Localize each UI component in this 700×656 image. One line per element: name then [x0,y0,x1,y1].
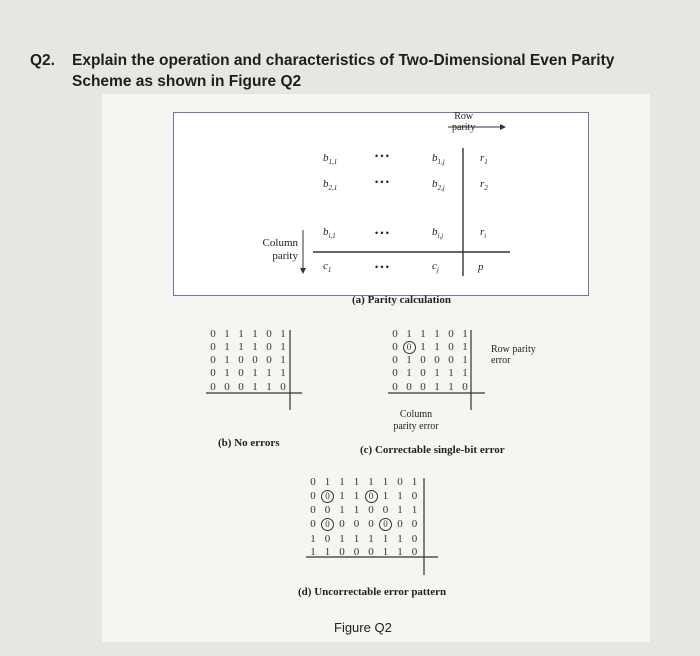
figure-d-bit: 0 [397,476,403,488]
figure-c-caption: (c) Correctable single-bit error [360,444,505,456]
figure-d-bit: 0 [411,518,418,530]
figure-d-bit: 0 [382,504,389,516]
b21-label: $b_{2,1}$ [323,178,338,193]
figure-b-bit: 1 [224,367,230,379]
a-dots-row4: • • • [375,262,389,272]
figure-c-bit: 0 [392,328,398,340]
figure-c-bit: 0 [392,354,398,366]
figure-d-bit: 0 [339,546,345,558]
figure-d-bit: 0 [353,518,360,530]
figure-c-bit: 1 [434,341,440,353]
figure-c-bit: 1 [462,354,468,366]
figure-d-bit: 1 [382,533,389,545]
figure-c-matrix [388,328,488,408]
figure-d-bit: 0 [411,533,418,545]
figure-c-bit: 1 [434,367,440,379]
cj-label: $c_j$ [432,260,439,275]
figure-d-bit: 1 [397,533,403,545]
figure-c-bit: 1 [462,328,468,340]
figure-c-bit: 1 [434,328,440,340]
column-parity-arrowhead [300,268,306,274]
figure-b-bit: 1 [252,341,258,353]
figure-c-bit: 0 [402,341,416,354]
figure-d-bit: 1 [368,533,374,545]
figure-c-bit: 0 [448,328,454,340]
figure-b-bit: 1 [280,328,286,340]
a-dots-row2: • • • [375,177,389,187]
figure-b-bit: 0 [280,381,286,393]
figure-b-bit: 1 [224,341,230,353]
column-parity-label: Column parity [262,237,298,262]
figure-d-bit: 1 [397,546,403,558]
figure-b-bit: 0 [238,381,244,393]
figure-c-bit: 1 [406,367,412,379]
figure-d-bit: 1 [368,476,374,488]
figure-d-bit: 0 [339,518,345,530]
figure-d-bit: 0 [324,504,331,516]
figure-b-caption: (b) No errors [218,437,280,449]
figure-b-bit: 0 [266,354,272,366]
figure-b-bit: 1 [266,367,272,379]
figure-b-bit: 1 [252,381,258,393]
figure-c-bit: 1 [406,354,412,366]
question-text: Explain the operation and characteristics of Two-Dimensional Even Parity Scheme as shown in Figure Q2 [72,52,615,90]
figure-c-bit: 1 [448,367,454,379]
figure-c-bit: 1 [434,381,440,393]
figure-d-bit: 1 [310,533,316,545]
figure-b-bit: 0 [266,341,272,353]
figure-c-bit: 0 [462,381,468,393]
figure-label: Figure Q2 [334,620,392,635]
figure-b-bit: 0 [210,381,216,393]
figure-b-bit: 0 [210,354,216,366]
figure-c-bit: 0 [448,341,454,353]
figure-c-bit: 0 [392,381,398,393]
figure-b-bit: 0 [210,328,216,340]
figure-b-bit: 1 [252,328,258,340]
figure-c-bit: 0 [392,341,398,353]
column-parity-error-label: Column parity error [393,409,439,432]
figure-d-bit: 1 [339,533,345,545]
figure-b-bit: 0 [252,354,258,366]
r1-label: $r_1$ [480,152,488,167]
figure-c-bit: 0 [420,354,426,366]
figure-b-bit: 1 [280,354,286,366]
figure-c-bit: 0 [434,354,440,366]
figure-d-bit: 1 [339,504,345,516]
figure-c-bit: 1 [420,341,426,353]
bij-label: $b_{i,j}$ [432,226,444,241]
b2j-label: $b_{2,j}$ [432,178,445,193]
figure-b-bit: 1 [238,328,244,340]
figure-b-bit: 1 [280,367,286,379]
figure-d-bit: 1 [382,476,389,488]
b11-label: $b_{1,1}$ [323,152,338,167]
figure-c-bit: 0 [392,367,398,379]
row-parity-error-label: Row parity error [491,344,536,366]
figure-b-bit: 0 [238,354,244,366]
figure-c-bit: 0 [420,367,426,379]
p-label: p [478,261,484,273]
figure-c-bit: 0 [420,381,426,393]
r2-label: $r_2$ [480,178,488,193]
figure-b-bit: 1 [280,341,286,353]
figure-a-caption: (a) Parity calculation [352,294,451,306]
figure-d-bit: 1 [353,533,360,545]
figure-b-bit: 0 [238,367,244,379]
question-number: Q2. [30,52,55,69]
figure-b-bit: 0 [266,328,272,340]
figure-d-caption: (d) Uncorrectable error pattern [298,586,447,598]
figure-d-bit: 0 [321,518,335,531]
figure-b-bit: 0 [224,381,230,393]
a-dots-row1: • • • [375,151,389,161]
figure-b-bit: 1 [224,354,230,366]
figure-d-bit: 0 [368,504,374,516]
figure-d-bit: 1 [324,546,331,558]
bi1-label: $b_{i,1}$ [323,226,336,241]
figure-d-bit: 1 [339,476,345,488]
figure-d-matrix [306,476,446,576]
figure-c-bit: 1 [462,367,468,379]
figure-d-bit: 0 [379,518,393,531]
figure-d-bit: 0 [368,546,374,558]
a-dots-row3: • • • [375,228,389,238]
figure-b-bit: 1 [224,328,230,340]
figure-b-bit: 0 [210,367,216,379]
figure-d-bit: 1 [339,490,345,502]
figure-c-bit: 0 [406,381,412,393]
figure-b-bit: 1 [252,367,258,379]
figure-d-bit: 0 [411,490,418,502]
figure-b-bit: 1 [238,341,244,353]
row-parity-arrowhead [500,124,506,130]
b1j-label: $b_{1,j}$ [432,152,445,167]
figure-d-bit: 1 [324,476,331,488]
figure-c-bit: 1 [448,381,454,393]
figure-d-bit: 0 [397,518,403,530]
figure-d-bit: 1 [353,490,360,502]
figure-d-bit: 0 [411,546,418,558]
figure-d-bit: 1 [353,476,360,488]
figure-d-bit: 1 [382,546,389,558]
figure-d-bit: 0 [324,533,331,545]
figure-d-bit: 0 [321,490,335,503]
row-parity-label: Row parity [452,111,476,133]
figure-c-bit: 1 [420,328,426,340]
figure-d-bit: 1 [411,476,418,488]
figure-d-bit: 1 [353,504,360,516]
figure-d-bit: 0 [310,504,316,516]
figure-d-bit: 0 [310,490,316,502]
figure-b-bit: 1 [266,381,272,393]
figure-d-bit: 0 [310,476,316,488]
figure-c-bit: 0 [448,354,454,366]
figure-d-bit: 1 [382,490,389,502]
figure-d-bit: 1 [397,490,403,502]
figure-b-matrix [206,328,306,408]
figure-d-bit: 1 [397,504,403,516]
figure-d-bit: 0 [353,546,360,558]
figure-d-bit: 0 [364,490,378,503]
figure-d-bit: 1 [310,546,316,558]
figure-c-bit: 1 [406,328,412,340]
figure-b-bit: 0 [210,341,216,353]
ri-label: $r_i$ [480,226,487,241]
figure-c-bit: 1 [462,341,468,353]
figure-d-bit: 1 [411,504,418,516]
figure-d-bit: 0 [368,518,374,530]
c1-label: $c_1$ [323,260,332,275]
figure-d-bit: 0 [310,518,316,530]
